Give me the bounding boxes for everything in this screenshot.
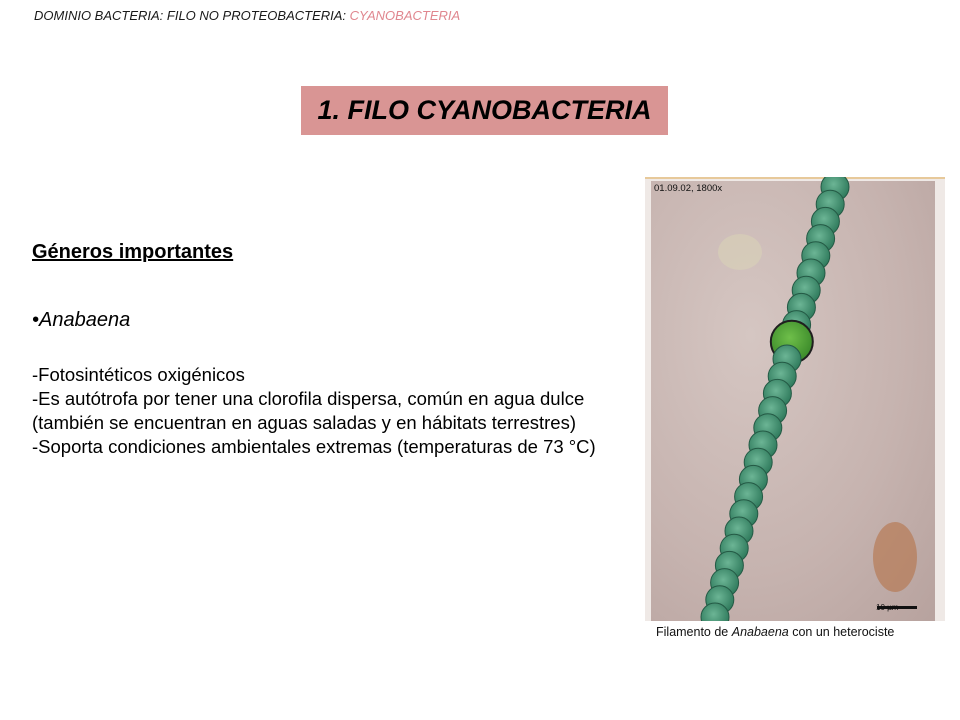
breadcrumb <box>34 8 460 23</box>
breadcrumb-highlight: CYANOBACTERIA <box>349 8 461 23</box>
body-line-2: -Es autótrofa por tener una clorofila dispersa, común en agua dulce (también se encuentran en aguas saladas y en hábitats terrestres) <box>32 388 585 433</box>
breadcrumb-prefix: DOMINIO BACTERIA: FILO NO PROTEOBACTERIA: <box>34 8 350 23</box>
caption-suffix: con un heterociste <box>788 625 895 639</box>
micrograph-image <box>645 177 945 644</box>
figure-caption <box>656 625 940 639</box>
body-text <box>32 240 636 459</box>
caption-prefix: Filamento de <box>656 625 732 639</box>
slide-title: 1. FILO CYANOBACTERIA <box>317 95 652 125</box>
genus-bullet: •Anabaena <box>32 309 131 331</box>
section-heading: Géneros importantes <box>32 241 234 263</box>
title-box <box>301 86 668 135</box>
body-line-3: -Soporta condiciones ambientales extremas (temperaturas de 73 °C) <box>32 436 596 457</box>
micrograph-stamp: 01.09.02, 1800x <box>654 183 723 194</box>
anabaena-micrograph-figure <box>645 177 945 644</box>
caption-italic: Anabaena <box>731 625 789 639</box>
body-line-1: -Fotosintéticos oxigénicos <box>32 364 245 385</box>
scale-bar-label: 10 µm <box>876 603 899 612</box>
